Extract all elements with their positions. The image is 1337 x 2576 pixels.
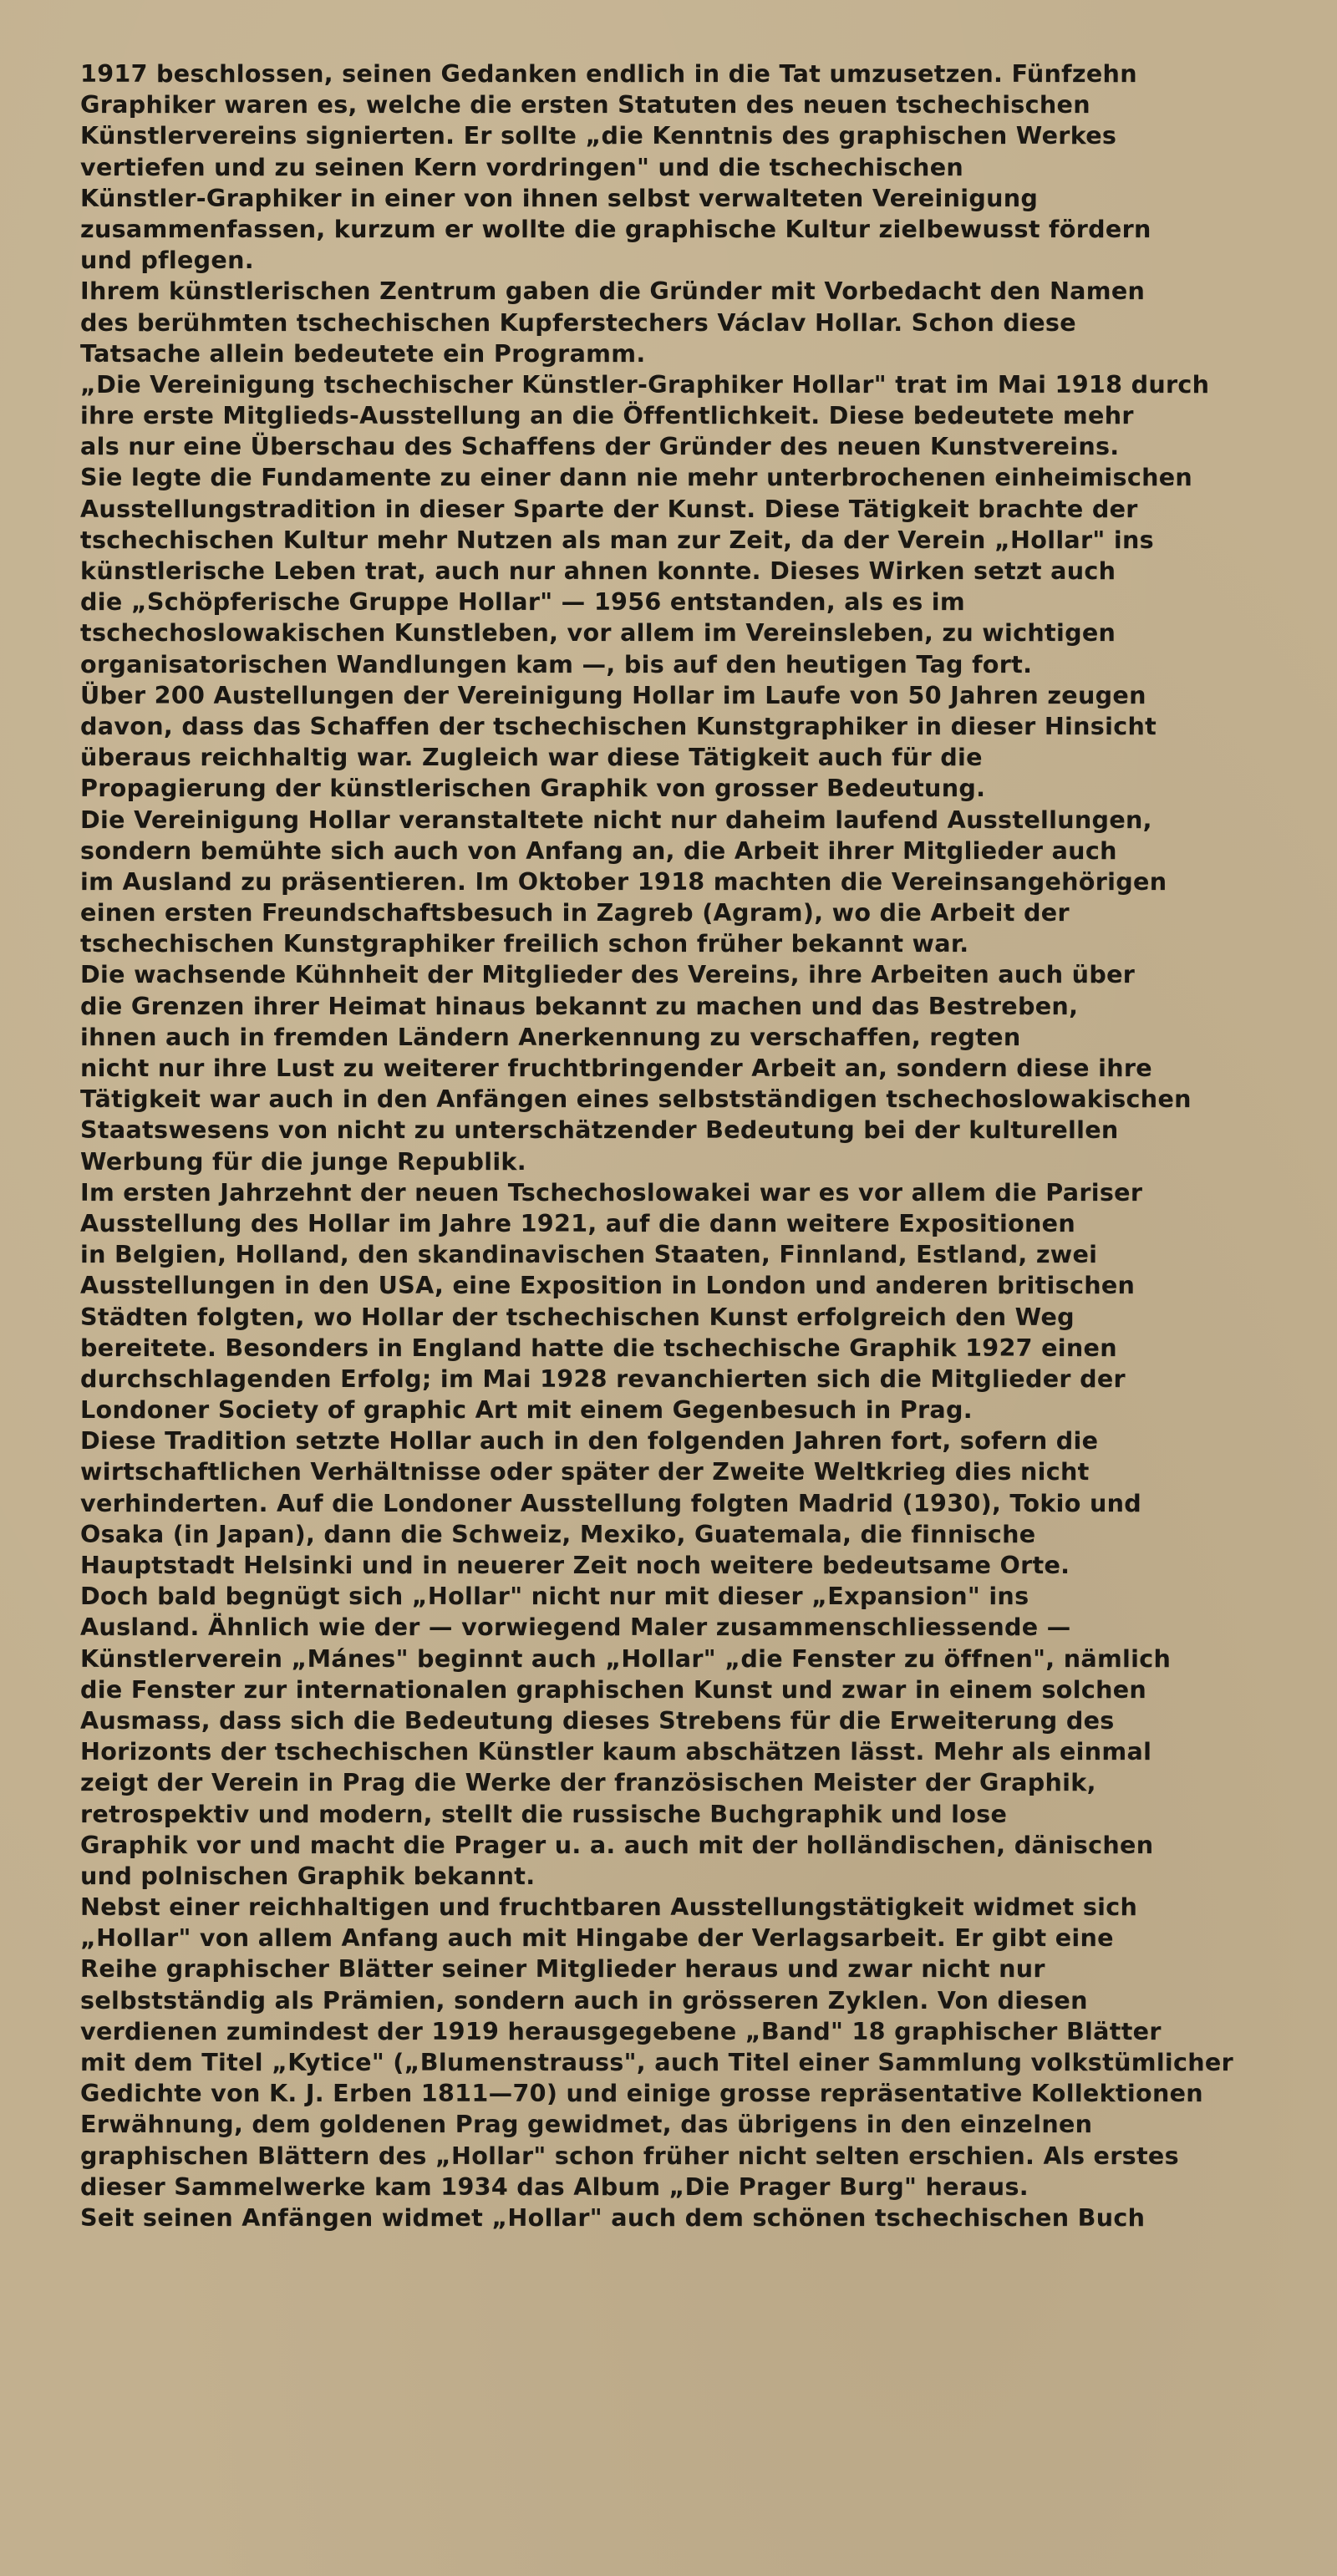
text-line: tschechoslowakischen Kunstleben, vor allem im Vereinsleben, zu wichtigen (80, 618, 1116, 648)
text-line: und polnischen Graphik bekannt. (80, 1861, 536, 1890)
text-line: Doch bald begnügt sich „Hollar" nicht nur mit dieser „Expansion" ins (80, 1582, 1029, 1611)
text-line: organisatorischen Wandlungen kam —, bis auf den heutigen Tag fort. (80, 649, 1033, 678)
text-line: als nur eine Überschau des Schaffens der Gründer des neuen Kunstvereins. (80, 432, 1120, 461)
text-line: Graphiker waren es, welche die ersten Statuten des neuen tschechischen (80, 90, 1090, 119)
text-line: des berühmten tschechischen Kupferstechers Václav Hollar. Schon diese (80, 307, 1076, 337)
text-line: Sie legte die Fundamente zu einer dann nie mehr unterbrochenen einheimischen (80, 463, 1193, 492)
text-line: Im ersten Jahrzehnt der neuen Tschechoslowakei war es vor allem die Pariser (80, 1177, 1143, 1207)
text-line: künstlerische Leben trat, auch nur ahnen konnte. Dieses Wirken setzt auch (80, 556, 1116, 585)
text-line: ihre erste Mitglieds-Ausstellung an die Öffentlichkeit. Diese bedeutete mehr (80, 401, 1134, 430)
text-line: Propagierung der künstlerischen Graphik von grosser Bedeutung. (80, 774, 986, 803)
text-line: Ausmass, dass sich die Bedeutung dieses Strebens für die Erweiterung des (80, 1705, 1115, 1735)
text-line: durchschlagenden Erfolg; im Mai 1928 revanchierten sich die Mitglieder der (80, 1364, 1126, 1393)
text-line: Ausstellungen in den USA, eine Exposition in London und anderen britischen (80, 1271, 1136, 1300)
text-line: Künstler-Graphiker in einer von ihnen selbst verwalteten Vereinigung (80, 183, 1039, 212)
text-line: ihnen auch in fremden Ländern Anerkennung zu verschaffen, regten (80, 1022, 1021, 1051)
text-line: verhinderten. Auf die Londoner Ausstellung folgten Madrid (1930), Tokio und (80, 1488, 1142, 1517)
text-line: davon, dass das Schaffen der tschechischen Kunstgraphiker in dieser Hinsicht (80, 711, 1157, 740)
text-line: Londoner Society of graphic Art mit einem Gegenbesuch in Prag. (80, 1395, 973, 1425)
text-line: Osaka (in Japan), dann die Schweiz, Mexiko, Guatemala, die finnische (80, 1519, 1036, 1548)
text-line: vertiefen und zu seinen Kern vordringen" und die tschechischen (80, 152, 964, 181)
text-line: Ausland. Ähnlich wie der — vorwiegend Maler zusammenschliessende — (80, 1613, 1071, 1642)
text-line: Horizonts der tschechischen Künstler kaum abschätzen lässt. Mehr als einmal (80, 1737, 1152, 1766)
text-line: Ihrem künstlerischen Zentrum gaben die Gründer mit Vorbedacht den Namen (80, 277, 1146, 306)
text-line: bereitete. Besonders in England hatte die tschechische Graphik 1927 einen (80, 1333, 1117, 1362)
text-line: Staatswesens von nicht zu unterschätzender Bedeutung bei der kulturellen (80, 1115, 1119, 1145)
text-line: Über 200 Austellungen der Vereinigung Hollar im Laufe von 50 Jahren zeugen (80, 680, 1146, 709)
text-line: nicht nur ihre Lust zu weiterer fruchtbringender Arbeit an, sondern diese ihre (80, 1054, 1152, 1082)
text-line: Tätigkeit war auch in den Anfängen eines selbstständigen tschechoslowakischen (80, 1085, 1192, 1114)
text-line: „Die Vereinigung tschechischer Künstler-Graphiker Hollar" trat im Mai 1918 durch (80, 369, 1210, 399)
text-line: verdienen zumindest der 1919 herausgegebene „Band" 18 graphischer Blätter (80, 2016, 1162, 2045)
text-line: Reihe graphischer Blätter seiner Mitglieder heraus und zwar nicht nur (80, 1954, 1045, 1984)
text-line: im Ausland zu präsentieren. Im Oktober 1918 machten die Vereinsangehörigen (80, 866, 1167, 896)
text-line: „Hollar" von allem Anfang auch mit Hingabe der Verlagsarbeit. Er gibt eine (80, 1923, 1114, 1953)
text-line: die „Schöpferische Gruppe Hollar" — 1956 entstanden, als es im (80, 587, 965, 617)
text-line: und pflegen. (80, 246, 254, 275)
text-line: die Fenster zur internationalen graphischen Kunst und zwar in einem solchen (80, 1674, 1147, 1704)
text-line: Graphik vor und macht die Prager u. a. auch mit der holländischen, dänischen (80, 1830, 1154, 1859)
text-line: selbstständig als Prämien, sondern auch in grösseren Zyklen. Von diesen (80, 1985, 1088, 2015)
text-line: in Belgien, Holland, den skandinavischen Staaten, Finnland, Estland, zwei (80, 1240, 1098, 1269)
text-line: Hauptstadt Helsinki und in neuerer Zeit noch weitere bedeutsame Orte. (80, 1551, 1070, 1579)
text-line: Diese Tradition setzte Hollar auch in den folgenden Jahren fort, sofern die (80, 1426, 1099, 1456)
text-line: sondern bemühte sich auch von Anfang an, die Arbeit ihrer Mitglieder auch (80, 836, 1117, 865)
text-line: Städten folgten, wo Hollar der tschechischen Kunst erfolgreich den Weg (80, 1302, 1075, 1331)
text-line: tschechischen Kultur mehr Nutzen als man zur Zeit, da der Verein „Hollar" ins (80, 525, 1154, 554)
body-text (80, 58, 1317, 2233)
text-line: zeigt der Verein in Prag die Werke der französischen Meister der Graphik, (80, 1768, 1096, 1797)
text-line: Gedichte von K. J. Erben 1811—70) und einige grosse repräsentative Kollektionen (80, 2079, 1203, 2108)
text-line: graphischen Blättern des „Hollar" schon früher nicht selten erschien. Als erstes (80, 2141, 1179, 2170)
text-line: tschechischen Kunstgraphiker freilich schon früher bekannt war. (80, 929, 969, 958)
text-line: die Grenzen ihrer Heimat hinaus bekannt zu machen und das Bestreben, (80, 991, 1079, 1020)
text-line: 1917 beschlossen, seinen Gedanken endlich in die Tat umzusetzen. Fünfzehn (80, 59, 1137, 88)
text-line: wirtschaftlichen Verhältnisse oder später der Zweite Weltkrieg dies nicht (80, 1457, 1090, 1486)
text-line: Tatsache allein bedeutete ein Programm. (80, 338, 646, 368)
text-line: Seit seinen Anfängen widmet „Hollar" auch dem schönen tschechischen Buch (80, 2203, 1146, 2232)
text-line: zusammenfassen, kurzum er wollte die graphische Kultur zielbewusst fördern (80, 214, 1151, 243)
text-line: Werbung für die junge Republik. (80, 1146, 526, 1176)
text-line: Ausstellung des Hollar im Jahre 1921, auf die dann weitere Expositionen (80, 1208, 1076, 1237)
text-line: Künstlervereins signierten. Er sollte „die Kenntnis des graphischen Werkes (80, 121, 1117, 150)
text-line: überaus reichhaltig war. Zugleich war diese Tätigkeit auch für die (80, 743, 983, 772)
text-line: einen ersten Freundschaftsbesuch in Zagreb (Agram), wo die Arbeit der (80, 898, 1070, 927)
text-line: Die wachsende Kühnheit der Mitglieder des Vereins, ihre Arbeiten auch über (80, 960, 1136, 989)
text-line: Erwähnung, dem goldenen Prag gewidmet, das übrigens in den einzelnen (80, 2110, 1093, 2139)
text-line: dieser Sammelwerke kam 1934 das Album „Die Prager Burg" heraus. (80, 2172, 1029, 2201)
text-line: Ausstellungstradition in dieser Sparte der Kunst. Diese Tätigkeit brachte der (80, 494, 1138, 523)
text-line: Künstlerverein „Mánes" beginnt auch „Hollar" „die Fenster zu öffnen", nämlich (80, 1644, 1172, 1673)
text-line: retrospektiv und modern, stellt die russische Buchgraphik und lose (80, 1799, 1008, 1828)
text-line: Die Vereinigung Hollar veranstaltete nicht nur daheim laufend Ausstellungen, (80, 805, 1152, 834)
text-line: mit dem Titel „Kytice" („Blumenstrauss", auch Titel einer Sammlung volkstümlicher (80, 2048, 1234, 2076)
text-line: Nebst einer reichhaltigen und fruchtbaren Ausstellungstätigkeit widmet sich (80, 1893, 1138, 1922)
